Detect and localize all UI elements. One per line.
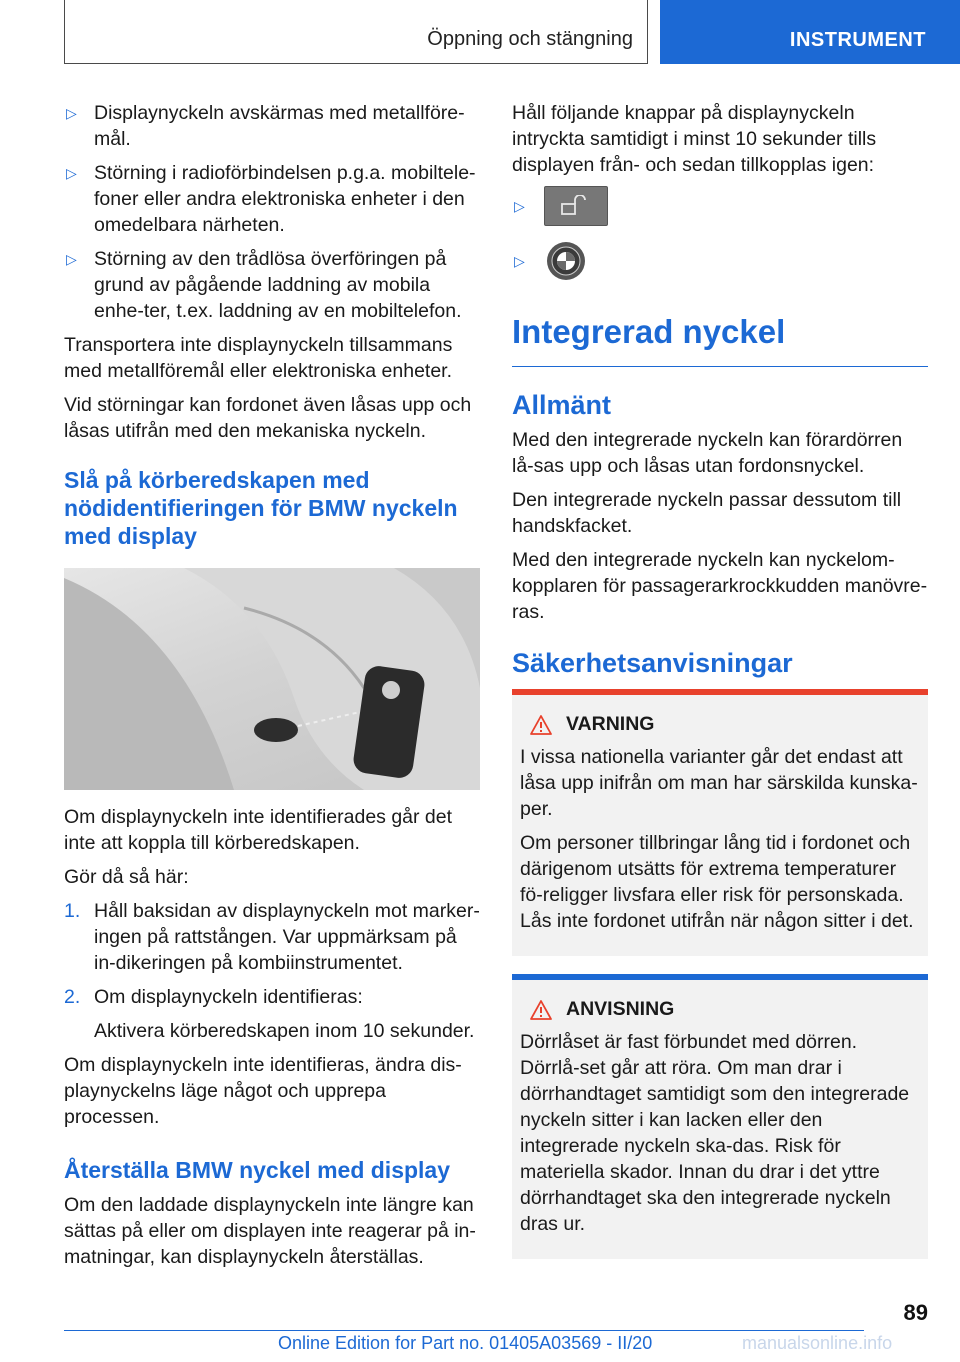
right-column <box>512 100 928 1259</box>
warning-triangle-icon <box>530 1000 552 1020</box>
warning-title: VARNING <box>520 713 920 736</box>
unlock-button-row <box>512 186 928 226</box>
notice-text: Dörrlåset är fast förbundet med dörren. Dörrlå-set går att röra. Om man drar i dörrhandtaget samtidigt som den integrerade nyckeln sitter i kan lacken eller den integrerade nyckeln ska-das. Risk för materiella skador. Innan du drar i det yttre dörrhandtaget ska den integrerade nyckeln dras ur. <box>520 1031 910 1235</box>
paragraph: Om den laddade displaynyckeln inte längre kan sättas på eller om displayen inte reagerar på in-matningar, kan displaynyckeln återställas. <box>64 1194 476 1268</box>
list-item: ▷ Displaynyckeln avskärmas med metallföre-mål. <box>66 102 465 150</box>
paragraph: Med den integrerade nyckeln kan förardörren lå-sas upp och låsas utan fordonsnyckel. <box>512 429 903 477</box>
page-number: 89 <box>903 1300 928 1325</box>
paragraph: Med den integrerade nyckeln kan nyckelom-kopplaren för passagerarkrockkudden manövre-ras. <box>512 549 928 623</box>
heading-emergency-activation: Slå på körberedskapen med nödidentifieringen för BMW nyckeln med display <box>64 467 458 549</box>
steps-list <box>64 898 480 1010</box>
notice-box <box>512 974 928 1259</box>
triangle-bullet-icon: ▷ <box>66 165 77 181</box>
triangle-bullet-icon: ▷ <box>66 251 77 267</box>
triangle-bullet-icon: ▷ <box>514 197 525 214</box>
footer-divider <box>64 1330 864 1331</box>
warning-triangle-icon <box>530 715 552 735</box>
unlock-button-icon <box>544 186 608 226</box>
footer-watermark: manualsonline.info <box>742 1333 893 1353</box>
paragraph: Håll följande knappar på displaynyckeln intryckta samtidigt i minst 10 sekunder tills displayen från- och sedan tillkopplas igen: <box>512 102 877 176</box>
paragraph: Om displaynyckeln inte identifierades går det inte att koppla till körberedskapen. <box>64 806 453 854</box>
interference-list <box>64 100 480 324</box>
paragraph: Om displaynyckeln inte identifieras, ändra dis-playnyckelns läge något och upprepa processen. <box>64 1054 462 1128</box>
paragraph: Gör då så här: <box>64 866 189 888</box>
paragraph: Den integrerade nyckeln passar dessutom till handskfacket. <box>512 489 902 537</box>
heading-reset-key: Återställa BMW nyckel med display <box>64 1157 451 1183</box>
list-item: ▷ Störning av den trådlösa överföringen på grund av pågående laddning av mobila enhe-ter, t.ex. laddning av en mobiltelefon. <box>66 248 462 322</box>
step-number: 2. <box>64 986 81 1008</box>
step-number: 1. <box>64 900 81 922</box>
steering-column-key-illustration <box>64 568 480 790</box>
notice-title: ANVISNING <box>520 998 920 1021</box>
triangle-bullet-icon: ▷ <box>514 252 525 269</box>
heading-general: Allmänt <box>512 390 612 420</box>
bmw-logo-button-icon <box>547 242 585 280</box>
chapter-tab[interactable]: INSTRUMENT <box>660 0 960 64</box>
step-item: 2. Om displaynyckeln identifieras: <box>64 986 363 1008</box>
warning-box <box>512 689 928 956</box>
bmw-button-row <box>512 242 928 280</box>
paragraph: Transportera inte displaynyckeln tillsammans med metallföremål eller elektroniska enheter. <box>64 334 453 382</box>
illustration-svg <box>64 568 480 790</box>
warning-text: I vissa nationella varianter går det endast att låsa upp inifrån om man har särskilda kunska-per. <box>520 746 918 820</box>
heading-integrated-key: Integrerad nyckel <box>512 312 928 367</box>
left-column <box>64 100 480 1278</box>
list-item: ▷ Störning i radioförbindelsen p.g.a. mobiltele-foner eller andra elektroniska enheter i den omedelbara närheten. <box>66 162 476 236</box>
step-item: 1. Håll baksidan av displaynyckeln mot marker-ingen på rattstången. Var uppmärksam på in-dikeringen på kombiinstrumentet. <box>64 900 480 974</box>
heading-safety: Säkerhetsanvisningar <box>512 648 793 678</box>
triangle-bullet-icon: ▷ <box>66 105 77 121</box>
header-section-box <box>64 0 648 64</box>
step-substep: Aktivera körberedskapen inom 10 sekunder. <box>94 1020 475 1042</box>
footer-edition: Online Edition for Part no. 01405A03569 - II/20 <box>278 1333 653 1353</box>
paragraph: Vid störningar kan fordonet även låsas upp och låsas utifrån med den mekaniska nyckeln. <box>64 394 472 442</box>
section-title: Öppning och stängning <box>427 28 633 50</box>
warning-text: Om personer tillbringar lång tid i fordonet och därigenom utsätts för extrema temperaturer fö-religger livsfara eller risk för personskada. Lås inte fordonet utifrån när någon sitter i det. <box>520 832 914 932</box>
